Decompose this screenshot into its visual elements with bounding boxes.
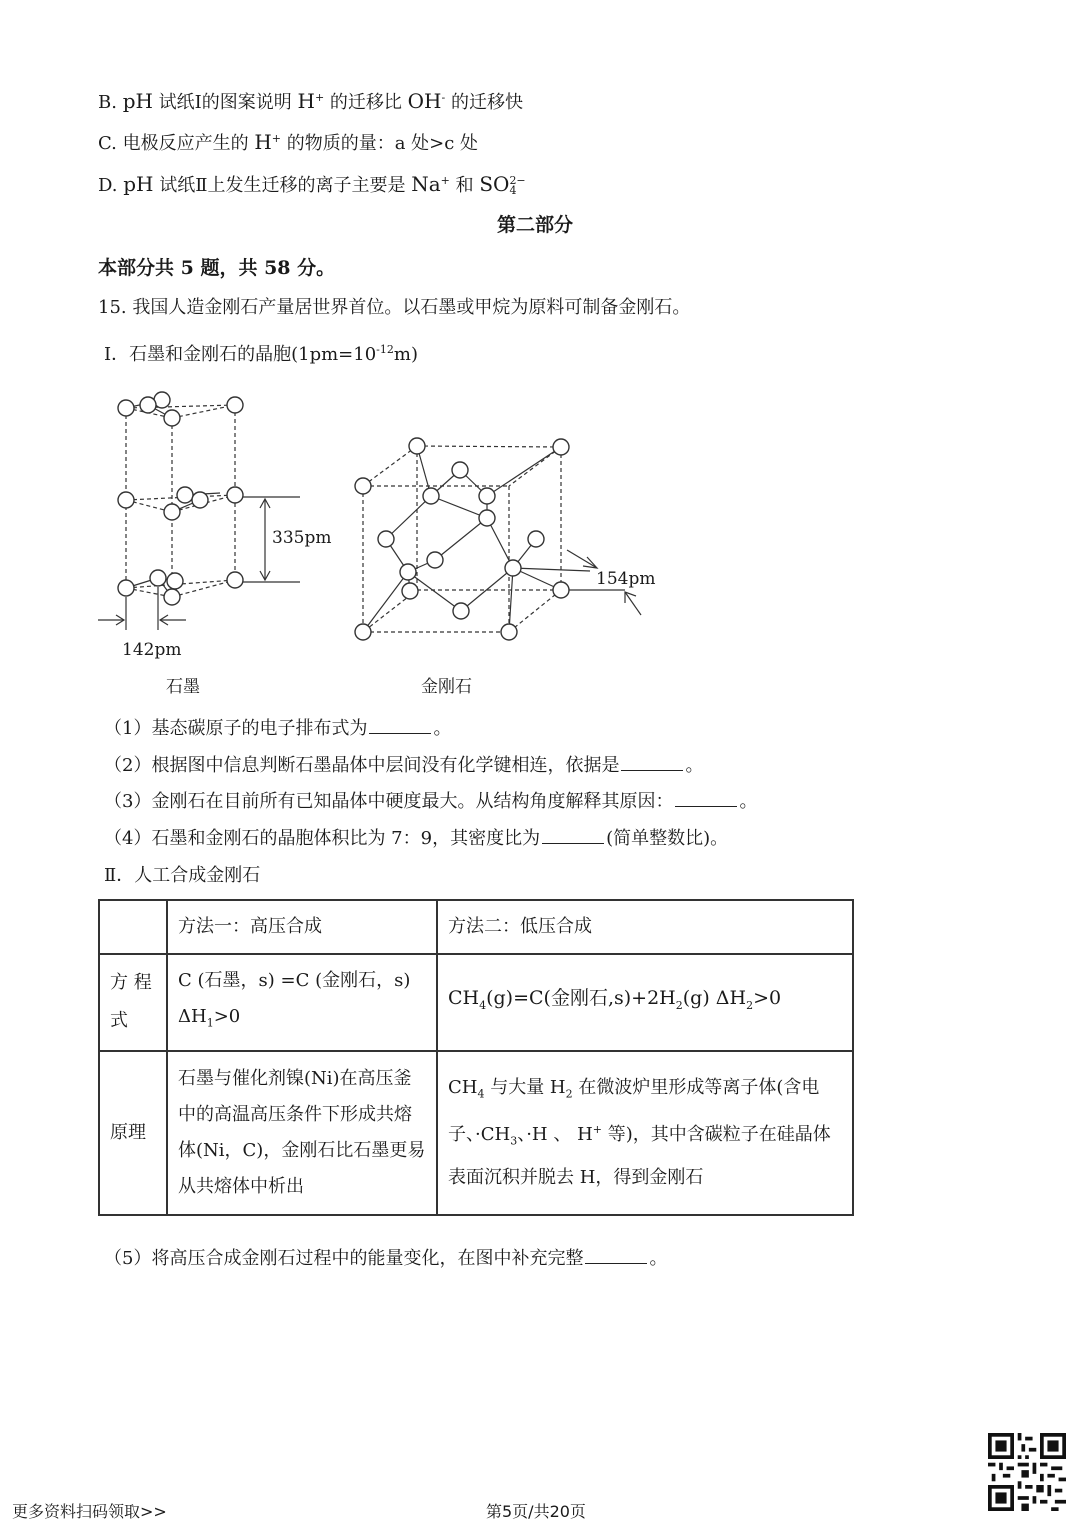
- q15-3: （3）金刚石在目前所有已知晶体中硬度最大。从结构角度解释其原因： 。: [104, 791, 758, 812]
- equation-method-2: $CH_4(g)=C$(金刚石$,s)+2H_2(g)$ $\Delta H_2>0$: [437, 954, 853, 1051]
- section-subtitle: 本部分共 5 题，共 58 分。: [98, 257, 336, 279]
- label-142pm: 142pm: [122, 640, 182, 660]
- section-title: 第二部分: [497, 214, 574, 236]
- header-method-2: 方法二：低压合成: [437, 900, 853, 954]
- table-row-equation: [99, 954, 853, 1051]
- methods-table: [98, 899, 854, 1216]
- principle-method-2: $CH_4$ 与大量 $H_2$ 在微波炉里形成等离子体(含电子、$\cdot CH_3$、·H 、 H+ 等)，其中含碳粒子在硅晶体表面沉积并脱去 H，得到金刚石: [437, 1051, 853, 1215]
- part2-title: Ⅱ．人工合成金刚石: [104, 865, 261, 886]
- q15-intro: 15. 我国人造金刚石产量居世界首位。以石墨或甲烷为原料可制备金刚石。: [98, 297, 691, 318]
- row-label-principle: 原理: [99, 1051, 167, 1215]
- option-d: D. pH 试纸Ⅱ上发生迁移的离子主要是 Na+ 和 SO2− 4: [98, 172, 526, 197]
- q15-5: （5）将高压合成金刚石过程中的能量变化，在图中补充完整 。: [104, 1248, 668, 1269]
- answer-blank-4[interactable]: [542, 827, 604, 844]
- table-corner-cell: [99, 900, 167, 954]
- table-header-row: [99, 900, 853, 954]
- option-b: B. pH 试纸Ⅰ的图案说明 H+ 的迁移比 OH- 的迁移快: [98, 89, 523, 113]
- label-graphite: 石墨: [166, 677, 200, 697]
- graphite-atoms: [118, 392, 243, 605]
- qr-code[interactable]: [988, 1433, 1066, 1515]
- footer-qr-prompt[interactable]: 更多资料扫码领取>>: [12, 1502, 167, 1521]
- answer-blank-3[interactable]: [675, 790, 737, 807]
- table-row-principle: [99, 1051, 853, 1215]
- equation-method-1: C (石墨，s) =C (金刚石，s) $\Delta H_1>0$: [167, 954, 437, 1051]
- label-diamond: 金刚石: [421, 677, 472, 697]
- answer-blank-5[interactable]: [585, 1247, 647, 1264]
- q15-2: （2）根据图中信息判断石墨晶体中层间没有化学键相连，依据是 。: [104, 755, 704, 776]
- header-method-1: 方法一：高压合成: [167, 900, 437, 954]
- q15-4: （4）石墨和金刚石的晶胞体积比为 7：9，其密度比为 (简单整数比)。: [104, 828, 729, 849]
- qr-code-icon: [988, 1433, 1066, 1511]
- page-number: 第5页/共20页: [486, 1502, 586, 1521]
- option-c: C. 电极反应产生的 H+ 的物质的量：a 处>c 处: [98, 130, 479, 154]
- answer-blank-2[interactable]: [621, 754, 683, 771]
- crystal-cell-figure: [90, 385, 670, 709]
- q15-1: （1）基态碳原子的电子排布式为 。: [104, 718, 452, 739]
- label-154pm: 154pm: [596, 569, 656, 589]
- dimension-lines: [98, 497, 641, 630]
- principle-method-1: 石墨与催化剂镍(Ni)在高压釜中的高温高压条件下形成共熔体(Ni，C)，金刚石比石墨更易从共熔体中析出: [167, 1051, 437, 1215]
- row-label-equation: 方 程 式: [99, 954, 167, 1051]
- label-335pm: 335pm: [272, 528, 332, 548]
- answer-blank-1[interactable]: [369, 717, 431, 734]
- part1-title: Ⅰ．石墨和金刚石的晶胞$(1pm=10^{-12}m)$: [104, 343, 418, 365]
